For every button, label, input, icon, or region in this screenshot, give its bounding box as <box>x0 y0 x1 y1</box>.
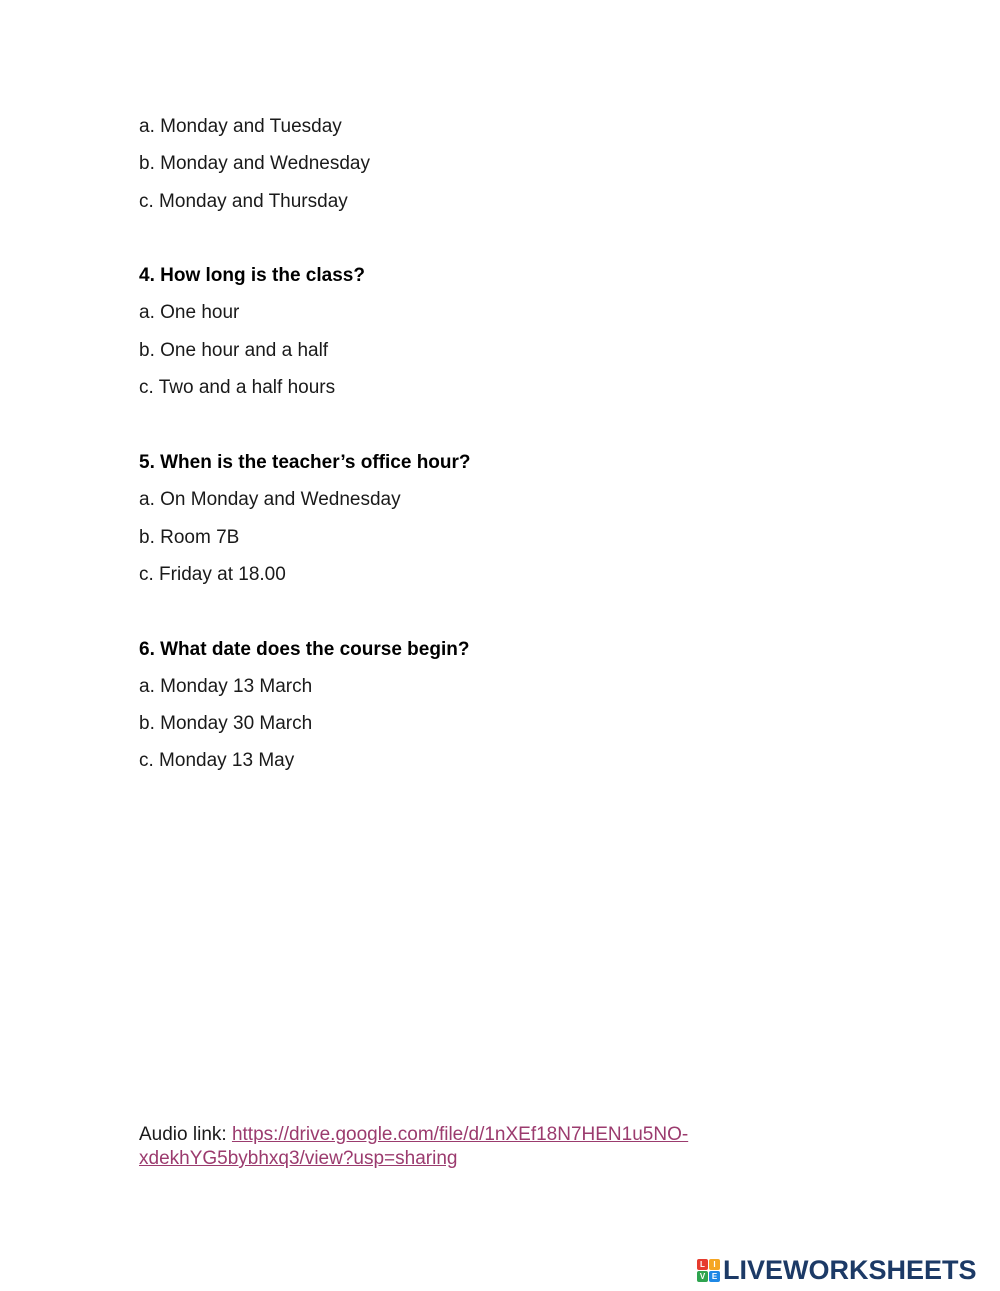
q3-option-c[interactable]: c. Monday and Thursday <box>139 191 348 212</box>
liveworksheets-logo <box>697 1255 977 1285</box>
q5-option-a[interactable]: a. On Monday and Wednesday <box>139 489 401 510</box>
q6-question: 6. What date does the course begin? <box>139 639 470 660</box>
logo-letter-l: L <box>697 1259 708 1270</box>
audio-url-line-2: xdekhYG5bybhxq3/view?usp=sharing <box>139 1148 458 1169</box>
q5-question: 5. When is the teacher’s office hour? <box>139 452 471 473</box>
brand-name: LIVEWORKSHEETS <box>723 1254 977 1285</box>
logo-letter-i: I <box>709 1259 720 1270</box>
audio-link-paragraph <box>139 1123 839 1171</box>
q4-option-c[interactable]: c. Two and a half hours <box>139 377 336 398</box>
q6-option-a[interactable]: a. Monday 13 March <box>139 676 313 697</box>
q6-option-b[interactable]: b. Monday 30 March <box>139 713 313 734</box>
q3-option-a[interactable]: a. Monday and Tuesday <box>139 116 342 137</box>
q5-option-b[interactable]: b. Room 7B <box>139 527 240 548</box>
live-logo-icon <box>697 1259 720 1282</box>
audio-label: Audio link: <box>139 1124 232 1145</box>
q6-option-c[interactable]: c. Monday 13 May <box>139 750 295 771</box>
audio-url-line-1: https://drive.google.com/file/d/1nXEf18N7HEN1u5NO- <box>231 1124 689 1145</box>
q3-option-b[interactable]: b. Monday and Wednesday <box>139 153 370 174</box>
logo-letter-v: V <box>697 1271 708 1282</box>
q5-option-c[interactable]: c. Friday at 18.00 <box>139 564 286 585</box>
q4-question: 4. How long is the class? <box>139 265 365 286</box>
q4-option-a[interactable]: a. One hour <box>139 302 240 323</box>
logo-letter-e: E <box>709 1271 720 1282</box>
q4-option-b[interactable]: b. One hour and a half <box>139 340 329 361</box>
